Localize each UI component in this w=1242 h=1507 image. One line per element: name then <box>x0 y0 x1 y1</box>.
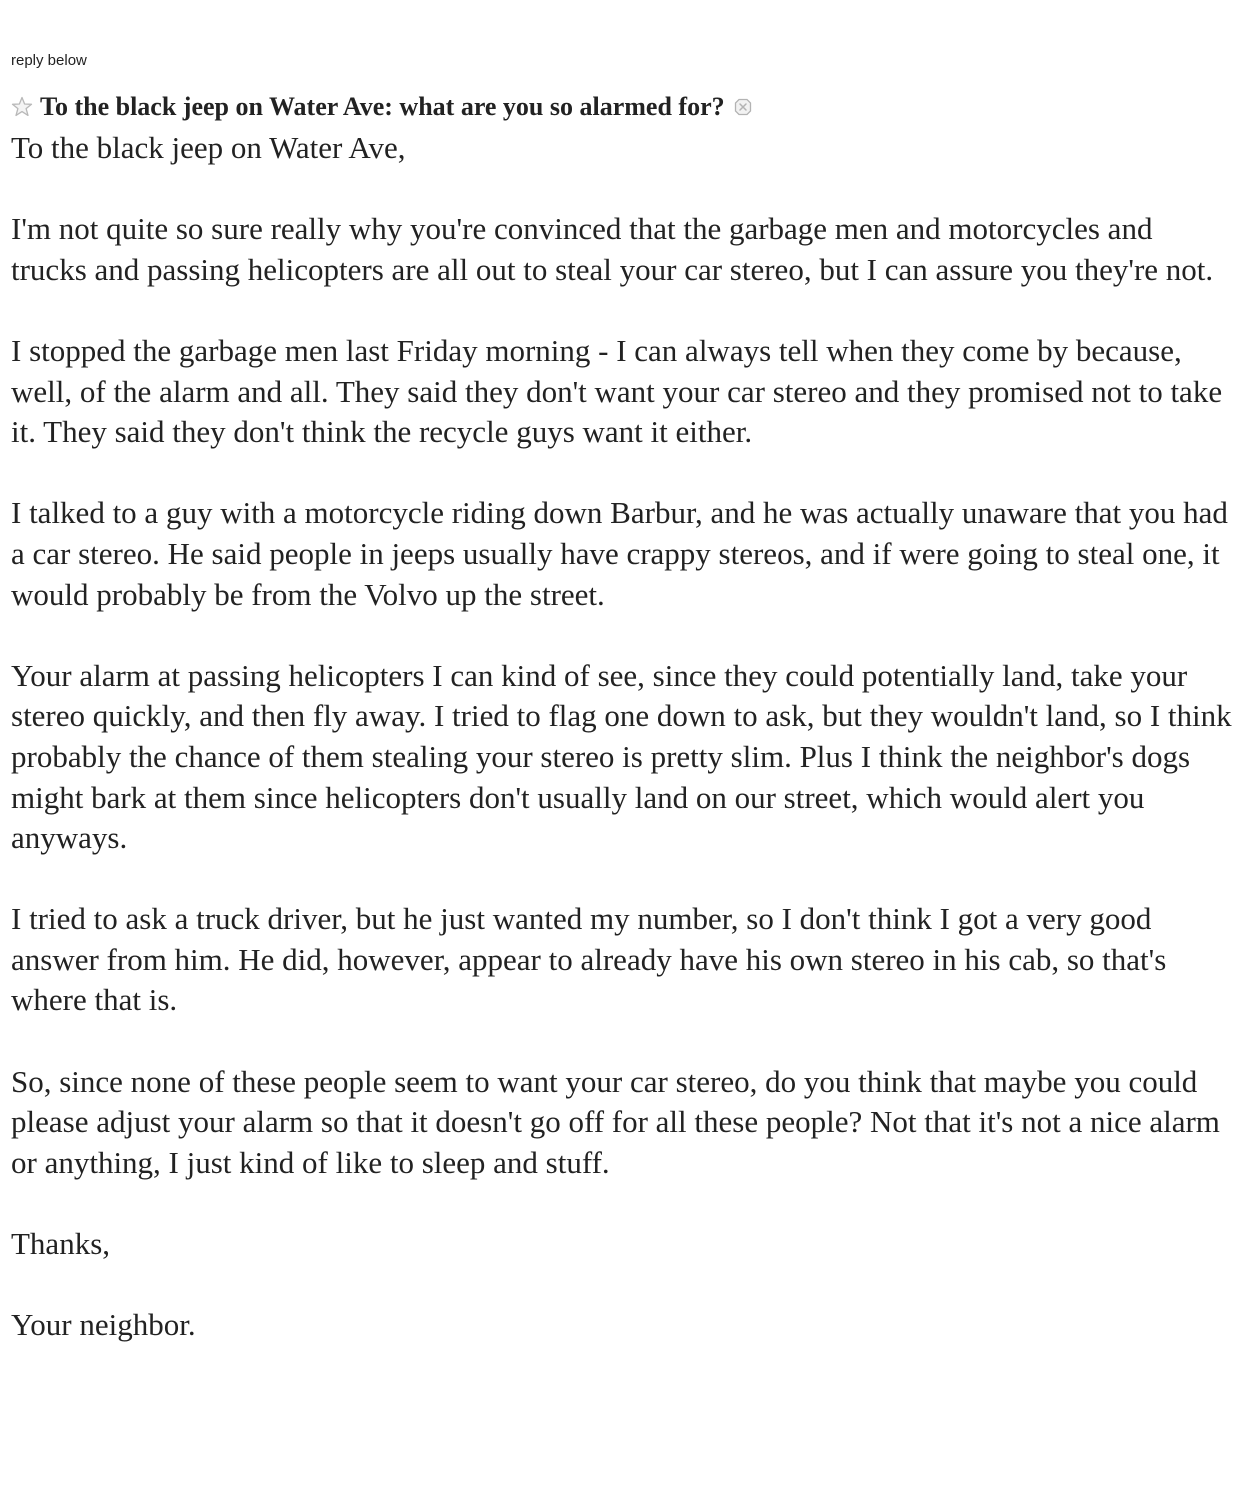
prohibit-icon[interactable] <box>733 97 753 117</box>
paragraph: I'm not quite so sure really why you're convinced that the garbage men and motorcycles and trucks and passing helicopters are all out to steal your car stereo, but I can assure you they're not. <box>11 211 1214 287</box>
paragraph: So, since none of these people seem to want your car stereo, do you think that maybe you could please adjust your alarm so that it doesn't go off for all these people? Not that it's not a nice alarm or anything, I just kind of like to sleep and stuff. <box>11 1063 1220 1180</box>
paragraph-signature: Your neighbor. <box>11 1307 196 1343</box>
posting <box>11 52 1233 1386</box>
paragraph: Your alarm at passing helicopters I can kind of see, since they could potentially land, take your stereo quickly, and then fly away. I tried to flag one down to ask, but they wouldn't land, so I think probably the chance of them stealing your stereo is pretty slim. Plus I think the neighbor's dogs might bark at them since helicopters don't usually land on our street, which would alert you anyways. <box>11 657 1232 856</box>
paragraph: I tried to ask a truck driver, but he just wanted my number, so I don't think I got a very good answer from him. He did, however, appear to already have his own stereo in his cab, so that's where that is. <box>11 901 1167 1018</box>
paragraph: I stopped the garbage men last Friday morning - I can always tell when they come by because, well, of the alarm and all. They said they don't want your car stereo and they promised not to take it. They said they don't think the recycle guys want it either. <box>11 332 1223 450</box>
star-outline-icon[interactable] <box>11 96 33 118</box>
paragraph-greeting: To the black jeep on Water Ave, <box>11 130 406 165</box>
title-row <box>11 92 1233 122</box>
reply-below-link[interactable]: reply below <box>11 52 87 69</box>
post-body <box>11 128 1233 1346</box>
paragraph: I talked to a guy with a motorcycle riding down Barbur, and he was actually unaware that you had a car stereo. He said people in jeeps usually have crappy stereos, and if were going to steal one, it would probably be from the Volvo up the street. <box>11 495 1228 612</box>
paragraph-closing: Thanks, <box>11 1226 111 1262</box>
post-title: To the black jeep on Water Ave: what are you so alarmed for? <box>40 92 725 121</box>
